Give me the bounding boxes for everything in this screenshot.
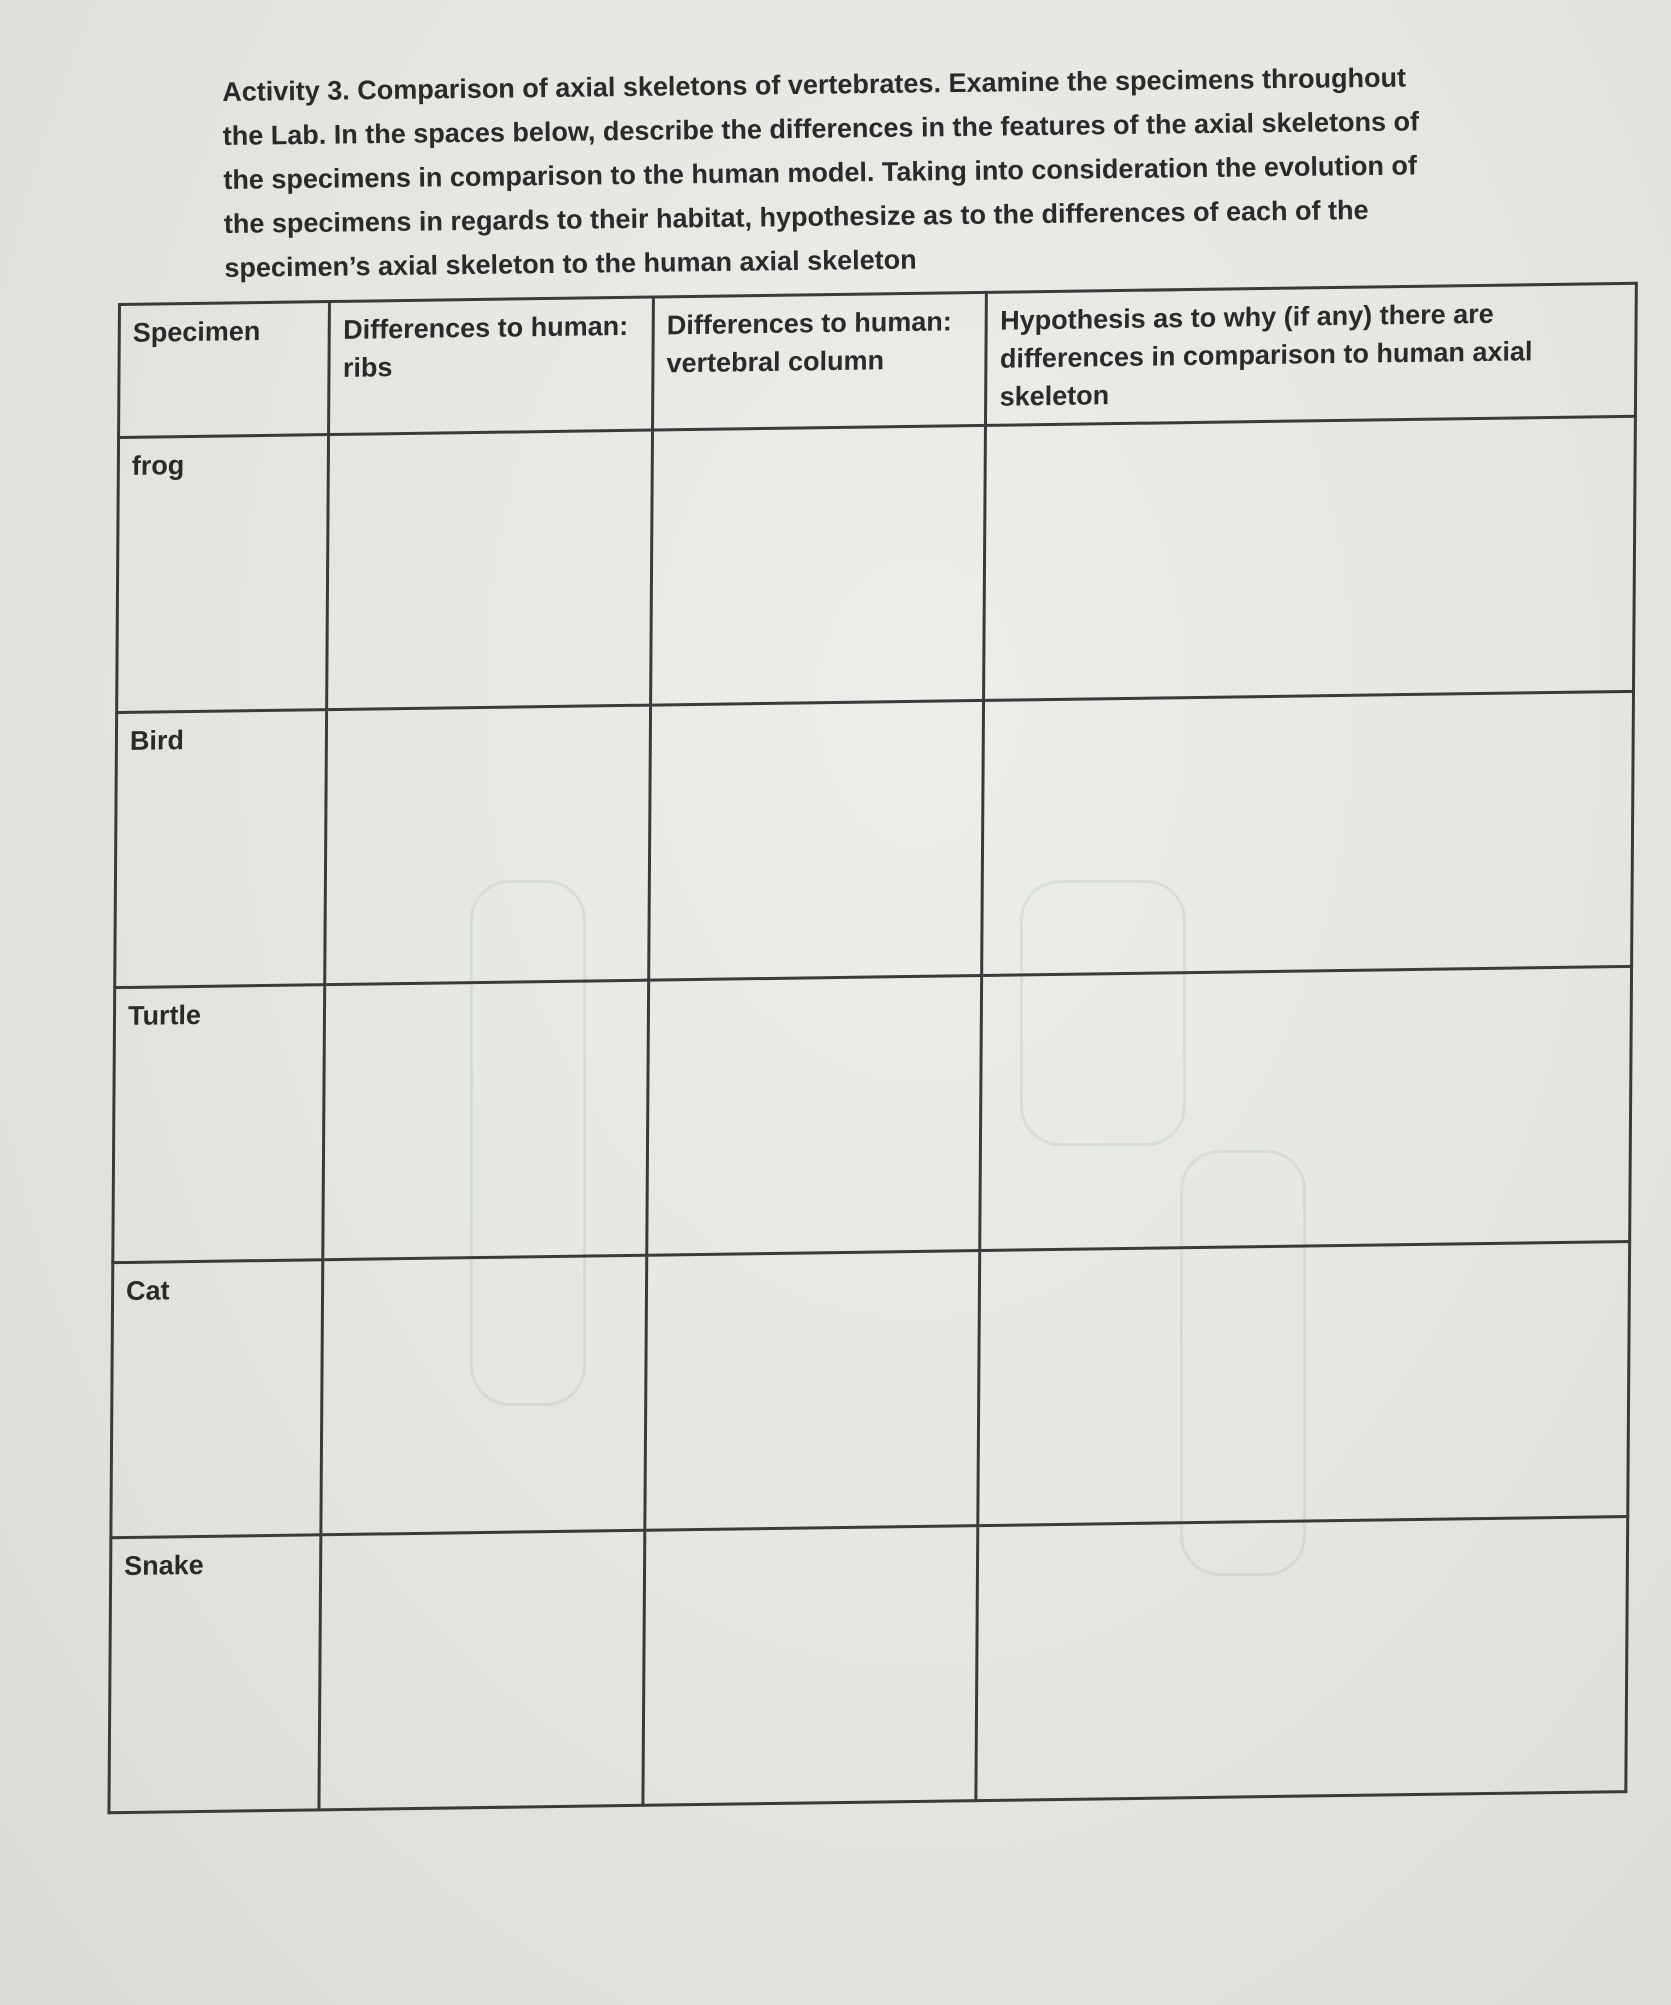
hypothesis-answer-cell[interactable] <box>978 1241 1629 1525</box>
table-row <box>117 416 1636 712</box>
specimen-cell: Turtle <box>113 985 325 1263</box>
instructions-line: the specimens in comparison to the human model. Taking into consideration the evolution of <box>223 150 1418 195</box>
header-hypothesis: Hypothesis as to why (if any) there are differences in comparison to human axial skeleton <box>986 283 1636 425</box>
header-vertebral-column: Differences to human: vertebral column <box>653 292 987 430</box>
specimen-cell: Bird <box>115 710 327 988</box>
table-row <box>111 1241 1630 1537</box>
hypothesis-answer-cell[interactable] <box>980 966 1631 1250</box>
specimen-cell: frog <box>117 435 329 713</box>
vertebral-answer-cell[interactable] <box>643 1526 978 1806</box>
specimen-cell: Snake <box>109 1535 321 1813</box>
vertebral-answer-cell[interactable] <box>645 1251 980 1531</box>
instructions-line: the Lab. In the spaces below, describe the differences in the features of the axial skeletons of <box>222 106 1420 151</box>
header-ribs: Differences to human: ribs <box>329 297 654 435</box>
ribs-answer-cell[interactable] <box>323 980 649 1260</box>
table-row <box>115 691 1634 987</box>
table-row <box>113 966 1632 1262</box>
instructions-line: Activity 3. Comparison of axial skeletons of vertebrates. Examine the specimens throughout <box>222 62 1407 107</box>
hypothesis-answer-cell[interactable] <box>976 1517 1627 1801</box>
vertebral-answer-cell[interactable] <box>649 700 984 980</box>
hypothesis-answer-cell[interactable] <box>982 691 1633 975</box>
ribs-answer-cell[interactable] <box>319 1530 645 1810</box>
table-row <box>109 1517 1628 1813</box>
instructions-line: the specimens in regards to their habitat, hypothesize as to the differences of each of the <box>223 195 1369 239</box>
vertebral-answer-cell[interactable] <box>647 976 982 1256</box>
instructions-line: specimen’s axial skeleton to the human axial skeleton <box>224 244 917 283</box>
ribs-answer-cell[interactable] <box>327 430 653 710</box>
comparison-table <box>107 282 1637 1815</box>
hypothesis-answer-cell[interactable] <box>984 416 1635 700</box>
ribs-answer-cell[interactable] <box>325 705 651 985</box>
header-specimen: Specimen <box>119 302 330 438</box>
vertebral-answer-cell[interactable] <box>651 425 986 705</box>
activity-instructions <box>222 54 1495 289</box>
table-header-row <box>119 283 1637 437</box>
ribs-answer-cell[interactable] <box>321 1255 647 1535</box>
specimen-cell: Cat <box>111 1260 323 1538</box>
